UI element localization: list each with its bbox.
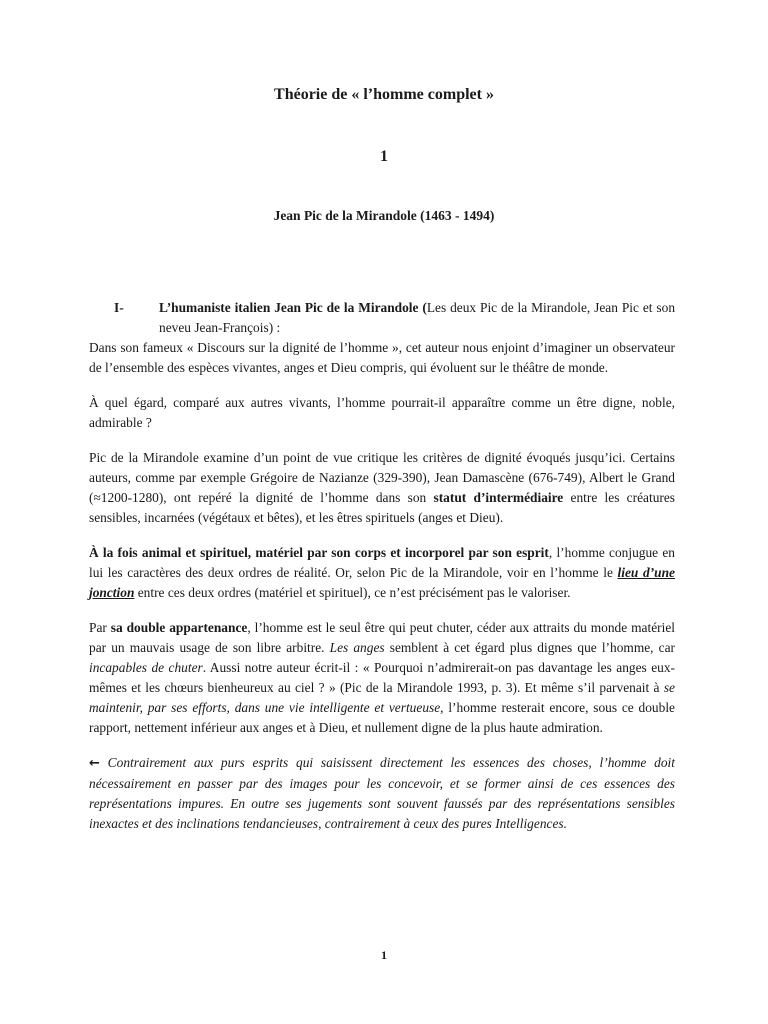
section-heading: [89, 298, 675, 338]
document-body: [89, 298, 675, 849]
p4-emphasis-jonction: lieu d’une jonction: [89, 565, 675, 600]
p3-text-c: entre les créatures sensibles, incarnées (végétaux et bêtes), et les êtres spirituels (anges et Dieu).: [89, 490, 676, 525]
p3-text-a: Pic de la Mirandole examine d’un point de vue critique les critères de dignité évoqués jusqu’ici. Certains auteurs, comme par exemple Grégoire de Nazianze (329-390), Jean Damascène (676-749), Albert le Grand (≈1200-1280), ont repéré la dignité de l’homme dans son: [89, 450, 675, 505]
paragraph-4: [89, 543, 675, 603]
paragraph-3: [89, 448, 675, 528]
p6-italic-text: Contrairement aux purs esprits qui saisissent directement les essences des choses, l’homme doit nécessairement en passer par des images pour les concevoir, et se former ainsi de ces essences des représentations impures. En outre ses jugements sont souvent faussés par des représentations sensibles inexactes et des inclinations tendancieuses, contrairement à ceux des pures Intelligences.: [89, 755, 675, 831]
p5-italic-anges: Les anges: [329, 640, 385, 655]
p4-bold-lead: À la fois animal et spirituel, matériel par son corps et incorporel par son esprit: [89, 545, 549, 560]
section-heading-rest: Les deux Pic de la Mirandole, Jean Pic et son neveu Jean-François) :: [159, 300, 676, 335]
p5-italic-maintenir: se maintenir, par ses efforts, dans une vie intelligente et vertueuse: [89, 680, 675, 715]
p5-italic-chuter: incapables de chuter: [89, 660, 203, 675]
p5-text-i: , l’homme resterait encore, sous ce double rapport, nettement inférieur aux anges et à Dieu, et nullement digne de la plus haute admiration.: [89, 700, 675, 735]
p5-text-e: semblent à cet égard plus dignes que l’homme, car: [384, 640, 675, 655]
left-arrow-icon: ←: [89, 756, 100, 771]
paragraph-2: À quel égard, comparé aux autres vivants, l’homme pourrait-il apparaître comme un être digne, noble, admirable ?: [89, 395, 675, 430]
page-number: 1: [381, 948, 387, 962]
document-title: Théorie de « l’homme complet »: [274, 86, 494, 103]
paragraph-6: [89, 753, 675, 834]
p5-text-a: Par: [89, 620, 111, 635]
chapter-number: 1: [380, 148, 388, 165]
section-heading-bold: L’humaniste italien Jean Pic de la Mirandole (: [159, 300, 427, 315]
paragraph-5: [89, 618, 675, 738]
p4-text-d: entre ces deux ordres (matériel et spirituel), ce n’est précisément pas le valoriser.: [134, 585, 571, 600]
p4-text-b: , l’homme conjugue en lui les caractères des deux ordres de réalité. Or, selon Pic de la Mirandole, voir en l’homme le: [89, 545, 675, 580]
section-number: I-: [114, 300, 124, 315]
paragraph-1: Dans son fameux « Discours sur la dignité de l’homme », cet auteur nous enjoint d’imaginer un observateur de l’ensemble des espèces vivantes, anges et Dieu compris, qui évoluent sur le théâtre de monde.: [89, 340, 675, 375]
document-subtitle: Jean Pic de la Mirandole (1463 - 1494): [273, 208, 495, 223]
p5-text-c: , l’homme est le seul être qui peut chuter, céder aux attraits du monde matériel par un mauvais usage de son libre arbitre.: [89, 620, 675, 655]
p3-bold-intermediate: statut d’intermédiaire: [433, 490, 564, 505]
p5-text-g: . Aussi notre auteur écrit-il : « Pourquoi n’admirerait-on pas davantage les anges eux-mêmes et les chœurs bienheureux au ciel ? » (Pic de la Mirandole 1993, p. 3). Et même s’il parvenait à: [89, 660, 675, 695]
p5-bold-appartenance: sa double appartenance: [110, 620, 248, 635]
